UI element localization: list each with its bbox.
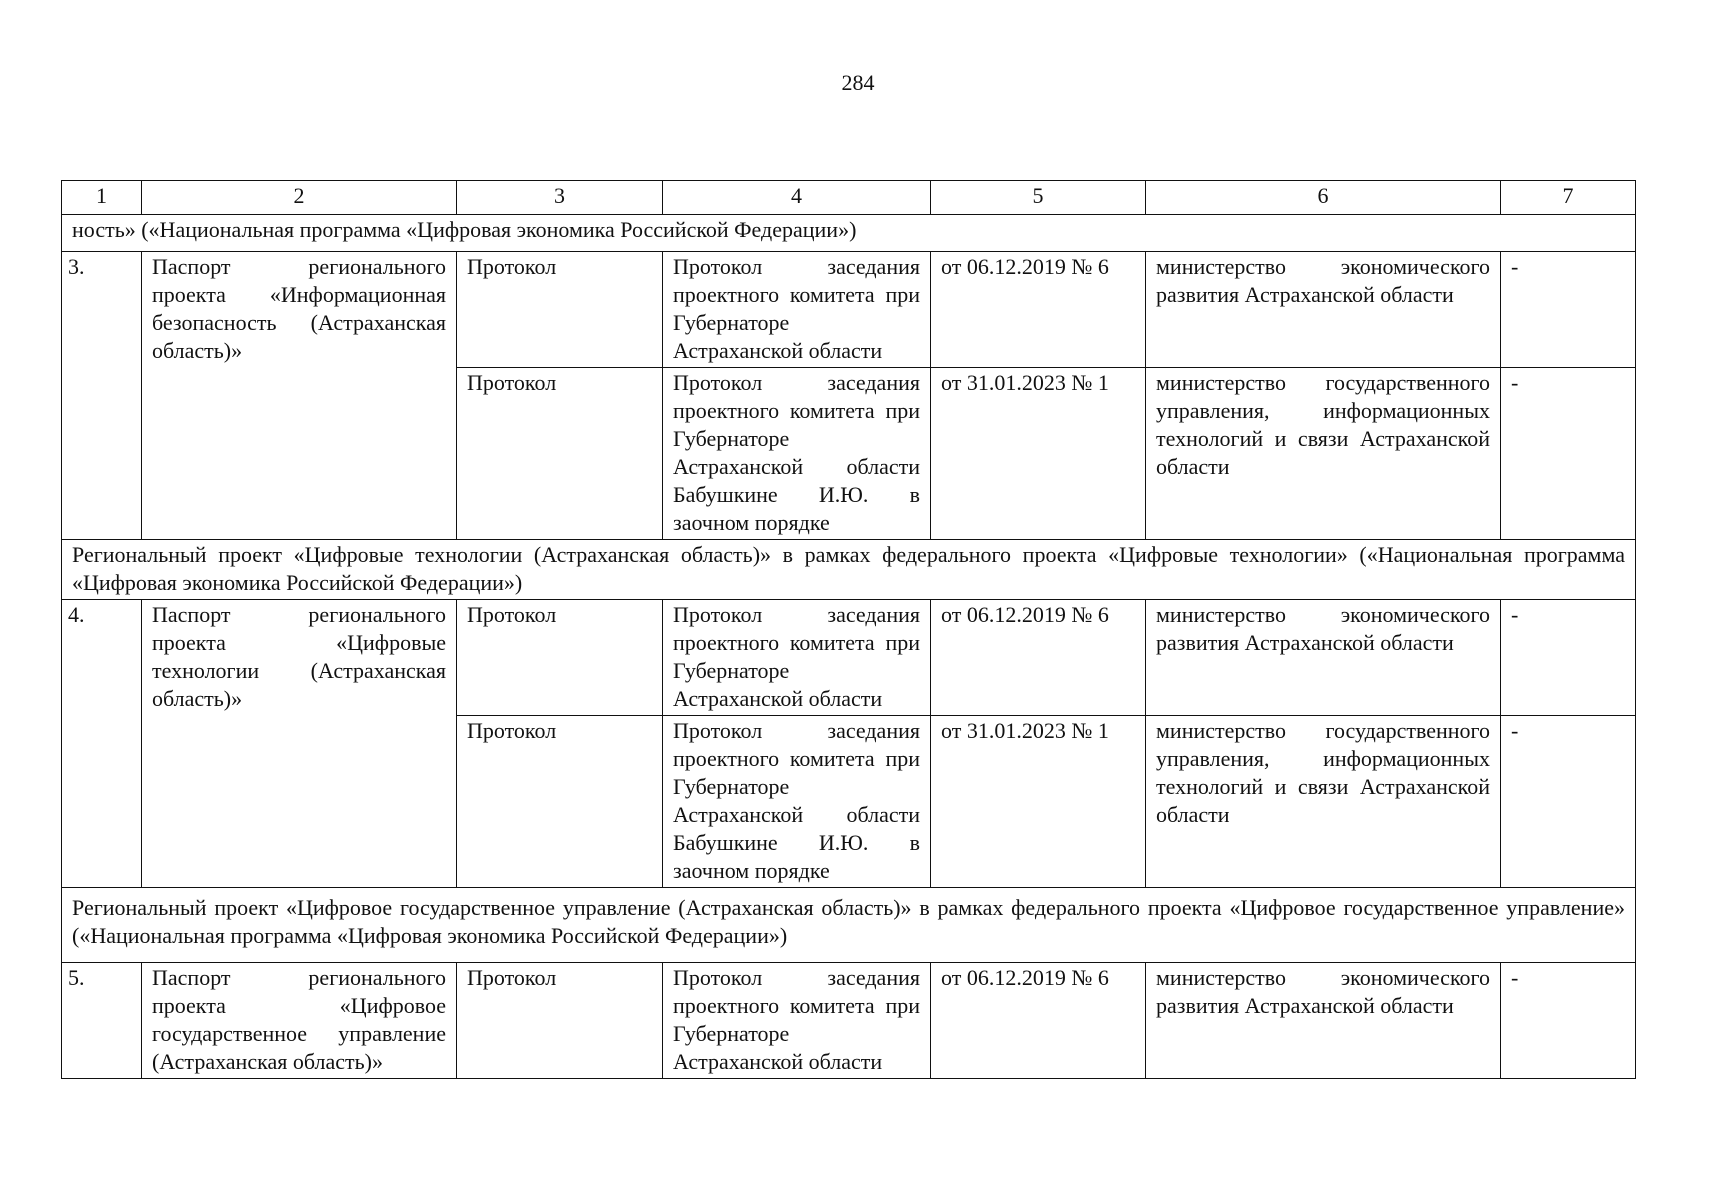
project-name: Паспорт регионального проекта «Цифровые технологии (Астраханская область)»	[142, 600, 457, 888]
section-header-row	[62, 540, 1636, 600]
document-type: Протокол	[457, 716, 663, 888]
table-row	[62, 252, 1636, 368]
row-number: 3.	[62, 252, 142, 540]
section-continuation-row	[62, 215, 1636, 252]
document-date: от 06.12.2019 № 6	[931, 963, 1146, 1079]
document-type: Протокол	[457, 368, 663, 540]
column-number: 7	[1501, 181, 1636, 215]
note: -	[1501, 716, 1636, 888]
row-number: 5.	[62, 963, 142, 1079]
responsible-body: министерство государственного управления, информационных технологий и связи Астраханской области	[1146, 368, 1501, 540]
row-number: 4.	[62, 600, 142, 888]
responsible-body: министерство государственного управления, информационных технологий и связи Астраханской области	[1146, 716, 1501, 888]
document-date: от 31.01.2023 № 1	[931, 716, 1146, 888]
document-date: от 06.12.2019 № 6	[931, 252, 1146, 368]
document-title: Протокол заседания проектного комитета при Губернаторе Астраханской области	[663, 600, 931, 716]
section-header-row	[62, 888, 1636, 963]
document-type: Протокол	[457, 963, 663, 1079]
table-row	[62, 963, 1636, 1079]
table-row	[62, 600, 1636, 716]
responsible-body: министерство экономического развития Астраханской области	[1146, 963, 1501, 1079]
document-date: от 31.01.2023 № 1	[931, 368, 1146, 540]
responsible-body: министерство экономического развития Астраханской области	[1146, 600, 1501, 716]
section-continuation-text: ность» («Национальная программа «Цифровая экономика Российской Федерации»)	[62, 215, 1636, 252]
section-title: Региональный проект «Цифровое государственное управление (Астраханская область)» в рамках федерального проекта «Цифровое государственное управление» («Национальная программа «Цифровая экономика Российской Федерации»)	[62, 888, 1636, 963]
document-title: Протокол заседания проектного комитета при Губернаторе Астраханской области Бабушкине И.Ю. в заочном порядке	[663, 716, 931, 888]
note: -	[1501, 368, 1636, 540]
note: -	[1501, 600, 1636, 716]
document-title: Протокол заседания проектного комитета при Губернаторе Астраханской области Бабушкине И.Ю. в заочном порядке	[663, 368, 931, 540]
document-title: Протокол заседания проектного комитета при Губернаторе Астраханской области	[663, 963, 931, 1079]
documents-table	[61, 180, 1636, 1079]
project-name: Паспорт регионального проекта «Информационная безопасность (Астраханская область)»	[142, 252, 457, 540]
column-number: 2	[142, 181, 457, 215]
note: -	[1501, 252, 1636, 368]
document-title: Протокол заседания проектного комитета при Губернаторе Астраханской области	[663, 252, 931, 368]
project-name: Паспорт регионального проекта «Цифровое государственное управление (Астраханская область)»	[142, 963, 457, 1079]
responsible-body: министерство экономического развития Астраханской области	[1146, 252, 1501, 368]
column-number: 3	[457, 181, 663, 215]
column-number: 1	[62, 181, 142, 215]
document-type: Протокол	[457, 252, 663, 368]
document-type: Протокол	[457, 600, 663, 716]
section-title: Региональный проект «Цифровые технологии (Астраханская область)» в рамках федерального проекта «Цифровые технологии» («Национальная программа «Цифровая экономика Российской Федерации»)	[62, 540, 1636, 600]
document-date: от 06.12.2019 № 6	[931, 600, 1146, 716]
column-number-row	[62, 181, 1636, 215]
column-number: 6	[1146, 181, 1501, 215]
note: -	[1501, 963, 1636, 1079]
column-number: 4	[663, 181, 931, 215]
column-number: 5	[931, 181, 1146, 215]
page-number: 284	[841, 70, 875, 95]
